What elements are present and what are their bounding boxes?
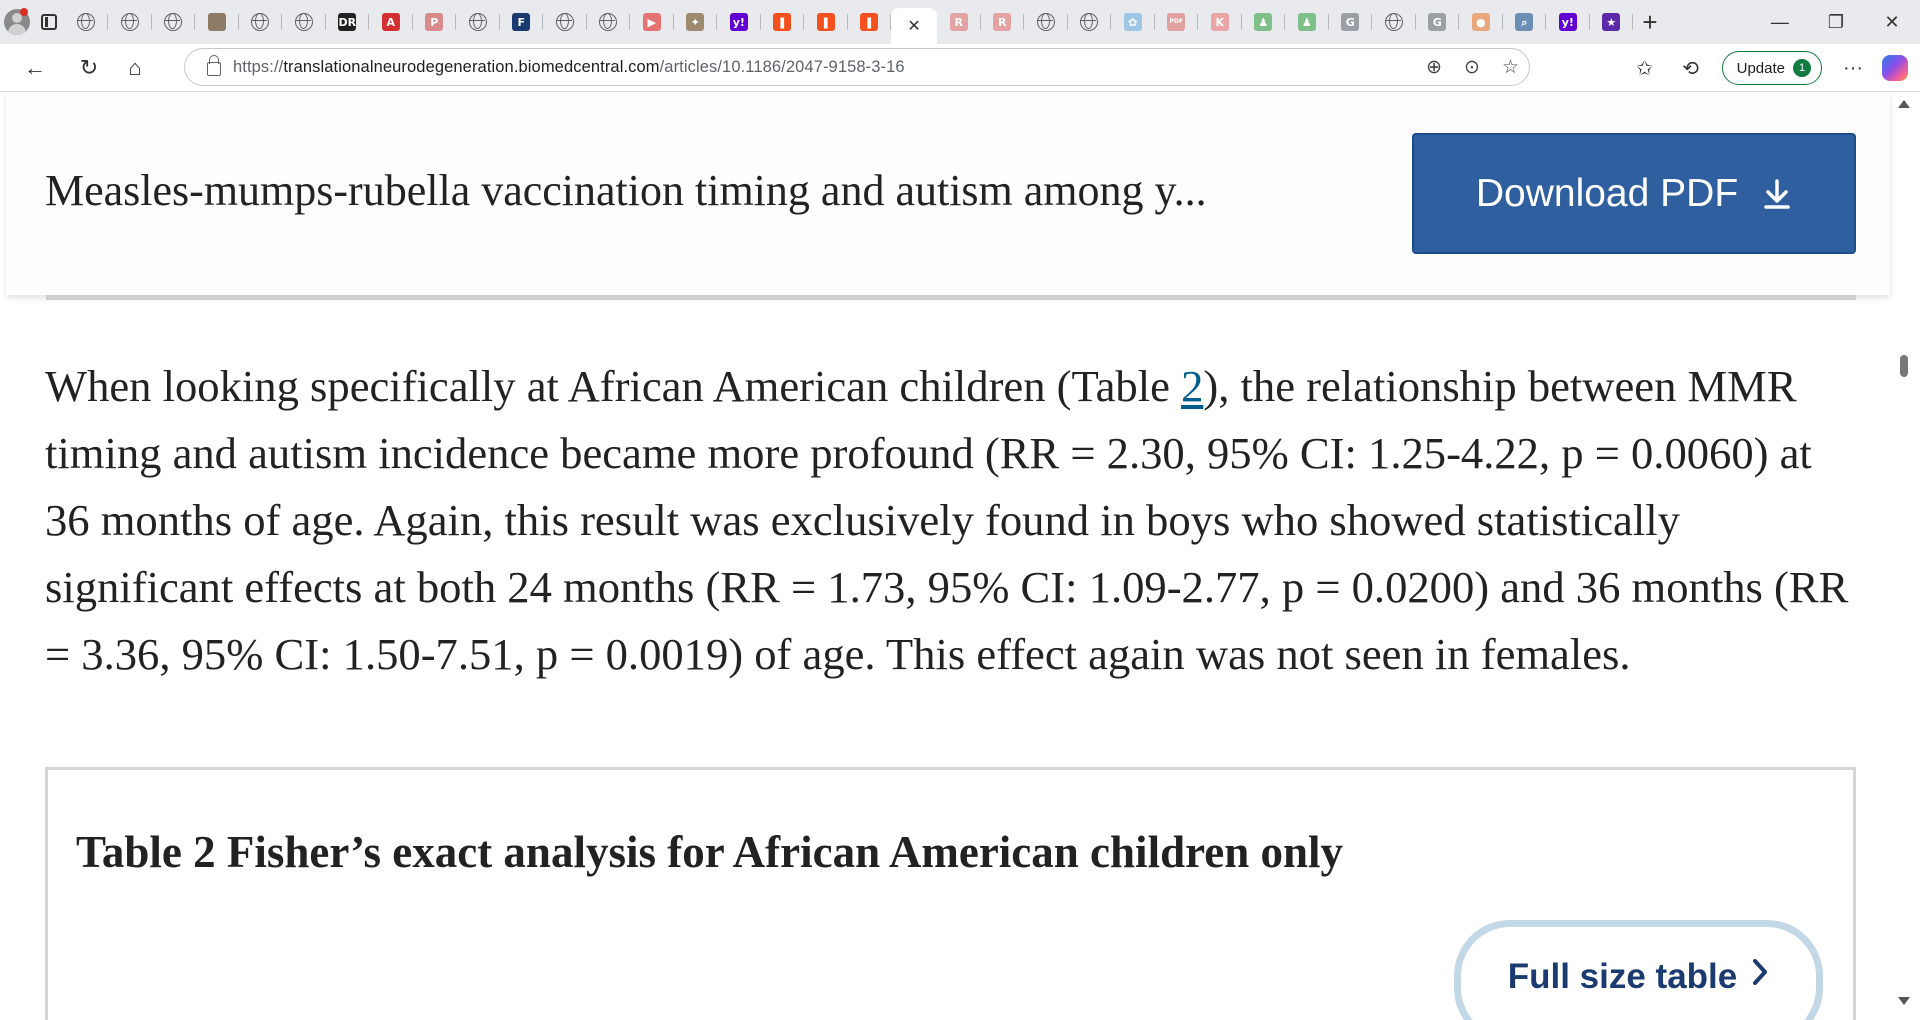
tab[interactable] xyxy=(1546,6,1590,38)
url-host: translationalneurodegeneration.biomedcentral.com xyxy=(283,57,660,76)
browser-toolbar xyxy=(0,44,1920,92)
tab[interactable] xyxy=(937,6,981,38)
scroll-up-arrow-icon[interactable] xyxy=(1898,100,1910,108)
globe-icon xyxy=(77,13,95,31)
table-caption: Table 2 Fisher’s exact analysis for African American children only xyxy=(76,827,1344,877)
back-arrow-icon: ← xyxy=(24,54,46,80)
globe-icon xyxy=(1037,13,1055,31)
history-button[interactable] xyxy=(1668,44,1714,92)
tab[interactable] xyxy=(1372,6,1416,38)
tab[interactable] xyxy=(239,6,283,38)
minimize-button[interactable]: — xyxy=(1770,11,1789,32)
bookmark-favicon-icon: ❚ xyxy=(817,13,835,31)
tab-strip xyxy=(0,0,1920,44)
tab[interactable] xyxy=(456,6,500,38)
globe-icon xyxy=(1385,13,1403,31)
globe-icon xyxy=(469,13,487,31)
home-icon: ⌂ xyxy=(128,54,142,80)
tab[interactable] xyxy=(1155,6,1199,38)
tab[interactable] xyxy=(1024,6,1068,38)
scrollbar-thumb[interactable] xyxy=(1900,355,1908,377)
photo-favicon-icon xyxy=(208,13,226,31)
a-favicon-icon: A xyxy=(382,13,400,31)
globe-icon xyxy=(121,13,139,31)
tab[interactable] xyxy=(674,6,718,38)
tab[interactable] xyxy=(65,6,109,38)
yahoo-favicon-icon: y! xyxy=(1559,13,1577,31)
table-2-link[interactable]: 2 xyxy=(1181,361,1204,411)
fox-news-favicon-icon: F xyxy=(512,13,530,31)
address-bar-actions xyxy=(1426,49,1519,85)
tab[interactable] xyxy=(500,6,544,38)
page-viewport xyxy=(0,93,1920,1020)
lock-icon xyxy=(207,62,221,76)
search-favicon-icon: ⌕ xyxy=(1515,13,1533,31)
url-path: /articles/10.1186/2047-9158-3-16 xyxy=(659,57,905,76)
tab-actions-button[interactable] xyxy=(34,0,65,44)
tab[interactable] xyxy=(1198,6,1242,38)
tab[interactable] xyxy=(981,6,1025,38)
google-favicon-icon: G xyxy=(1341,13,1359,31)
refresh-button[interactable] xyxy=(66,48,112,88)
tab[interactable] xyxy=(717,6,761,38)
globe-icon xyxy=(295,13,313,31)
zoom-icon[interactable]: ⊕ xyxy=(1426,56,1443,78)
dr-favicon-icon: DR xyxy=(338,13,356,31)
paragraph-text-start: When looking specifically at African American children (Table xyxy=(45,361,1182,411)
tab[interactable] xyxy=(761,6,805,38)
full-size-table-button[interactable] xyxy=(1454,920,1823,1020)
tab[interactable] xyxy=(1111,6,1155,38)
profile-avatar[interactable] xyxy=(0,0,34,44)
url-prefix: https:// xyxy=(233,57,284,76)
more-menu-button[interactable] xyxy=(1830,44,1876,92)
update-label: Update xyxy=(1736,59,1785,77)
close-icon[interactable]: ✕ xyxy=(907,16,921,35)
star-favicon-icon: ★ xyxy=(1602,13,1620,31)
tab-active[interactable] xyxy=(891,8,937,44)
tab[interactable] xyxy=(326,6,370,38)
favorite-star-icon[interactable]: ☆ xyxy=(1501,56,1519,78)
close-window-button[interactable]: ✕ xyxy=(1884,11,1900,32)
article-title: Measles-mumps-rubella vaccination timing and autism among y... xyxy=(45,166,1207,215)
tab[interactable] xyxy=(369,6,413,38)
tab[interactable] xyxy=(804,6,848,38)
toolbar-right xyxy=(1622,44,1920,92)
tab[interactable] xyxy=(630,6,674,38)
tab[interactable] xyxy=(282,6,326,38)
globe-icon xyxy=(599,13,617,31)
favorites-button[interactable] xyxy=(1622,44,1668,92)
tab[interactable] xyxy=(1329,6,1373,38)
tab[interactable] xyxy=(1242,6,1286,38)
bookmark-favicon-icon: ❚ xyxy=(860,13,878,31)
tab[interactable] xyxy=(848,6,892,38)
history-icon: ⟲ xyxy=(1682,57,1699,80)
chevron-right-icon xyxy=(1751,957,1769,987)
r-favicon-icon: R xyxy=(993,13,1011,31)
yahoo-favicon-icon: y! xyxy=(730,13,748,31)
tab[interactable] xyxy=(1416,6,1460,38)
puzzle-favicon-icon: ✿ xyxy=(1124,13,1142,31)
youtube-favicon-icon: ▶ xyxy=(643,13,661,31)
person-favicon-icon: ♟ xyxy=(1254,13,1272,31)
refresh-icon: ↻ xyxy=(79,54,99,80)
globe-icon xyxy=(1080,13,1098,31)
tab[interactable] xyxy=(1459,6,1503,38)
table-2-container xyxy=(45,767,1856,1020)
article-paragraph xyxy=(45,353,1855,688)
home-button[interactable] xyxy=(112,48,158,88)
globe-icon xyxy=(164,13,182,31)
tab-list xyxy=(65,0,1634,44)
globe-icon xyxy=(556,13,574,31)
tab[interactable] xyxy=(1503,6,1547,38)
tab[interactable] xyxy=(587,6,631,38)
tab[interactable] xyxy=(195,6,239,38)
tab[interactable] xyxy=(1068,6,1112,38)
tab[interactable] xyxy=(543,6,587,38)
globe-icon xyxy=(251,13,269,31)
person-favicon-icon: ♟ xyxy=(1298,13,1316,31)
tab[interactable] xyxy=(108,6,152,38)
tab[interactable] xyxy=(1590,6,1634,38)
paragraph-text-end: ), the relationship between MMR timing and autism incidence became more profound (RR = 2.30, 95% CI: 1.25-4.22, p = 0.0060) at 36 months of age. Again, this result was exclusively found in boys who showed statistically significant effects at both 24 months (RR = 1.73, 95% CI: 1.09-2.77, p = 0.0200) and 36 months (RR = 3.36, 95% CI: 1.50-7.51, p = 0.0019) of age. This effect again was not seen in females. xyxy=(45,361,1849,679)
address-bar[interactable] xyxy=(184,48,1530,86)
sticky-article-header xyxy=(6,93,1890,295)
k-favicon-icon: K xyxy=(1211,13,1229,31)
section-divider xyxy=(46,295,1856,300)
notification-dot xyxy=(20,8,28,16)
back-button[interactable] xyxy=(12,48,58,88)
seal-favicon-icon: ✦ xyxy=(686,13,704,31)
copilot-icon[interactable] xyxy=(1882,55,1908,81)
r-favicon-icon: R xyxy=(950,13,968,31)
bookmark-favicon-icon: ❚ xyxy=(773,13,791,31)
url-text xyxy=(233,58,905,77)
google-favicon-icon: G xyxy=(1428,13,1446,31)
full-size-table-label: Full size table xyxy=(1507,957,1738,996)
page-actions-icon[interactable]: ⊙ xyxy=(1464,56,1480,78)
scroll-down-arrow-icon[interactable] xyxy=(1898,997,1910,1005)
circle-favicon-icon: ● xyxy=(1472,13,1490,31)
pdf-favicon-icon: PDF xyxy=(1167,13,1185,31)
download-icon xyxy=(1762,178,1792,210)
p-favicon-icon: P xyxy=(425,13,443,31)
tab[interactable] xyxy=(1285,6,1329,38)
download-pdf-button[interactable] xyxy=(1412,133,1856,254)
vertical-scrollbar[interactable] xyxy=(1894,93,1914,1020)
download-pdf-label: Download PDF xyxy=(1475,171,1739,215)
more-icon: ··· xyxy=(1843,56,1863,79)
update-button[interactable] xyxy=(1722,51,1822,85)
new-tab-button[interactable]: + xyxy=(1642,6,1658,37)
favorites-icon: ✩ xyxy=(1636,57,1653,80)
maximize-button[interactable]: ❐ xyxy=(1827,11,1845,32)
update-badge: 1 xyxy=(1793,59,1811,77)
tab[interactable] xyxy=(152,6,196,38)
tab-actions-icon xyxy=(41,14,57,30)
tab[interactable] xyxy=(413,6,457,38)
